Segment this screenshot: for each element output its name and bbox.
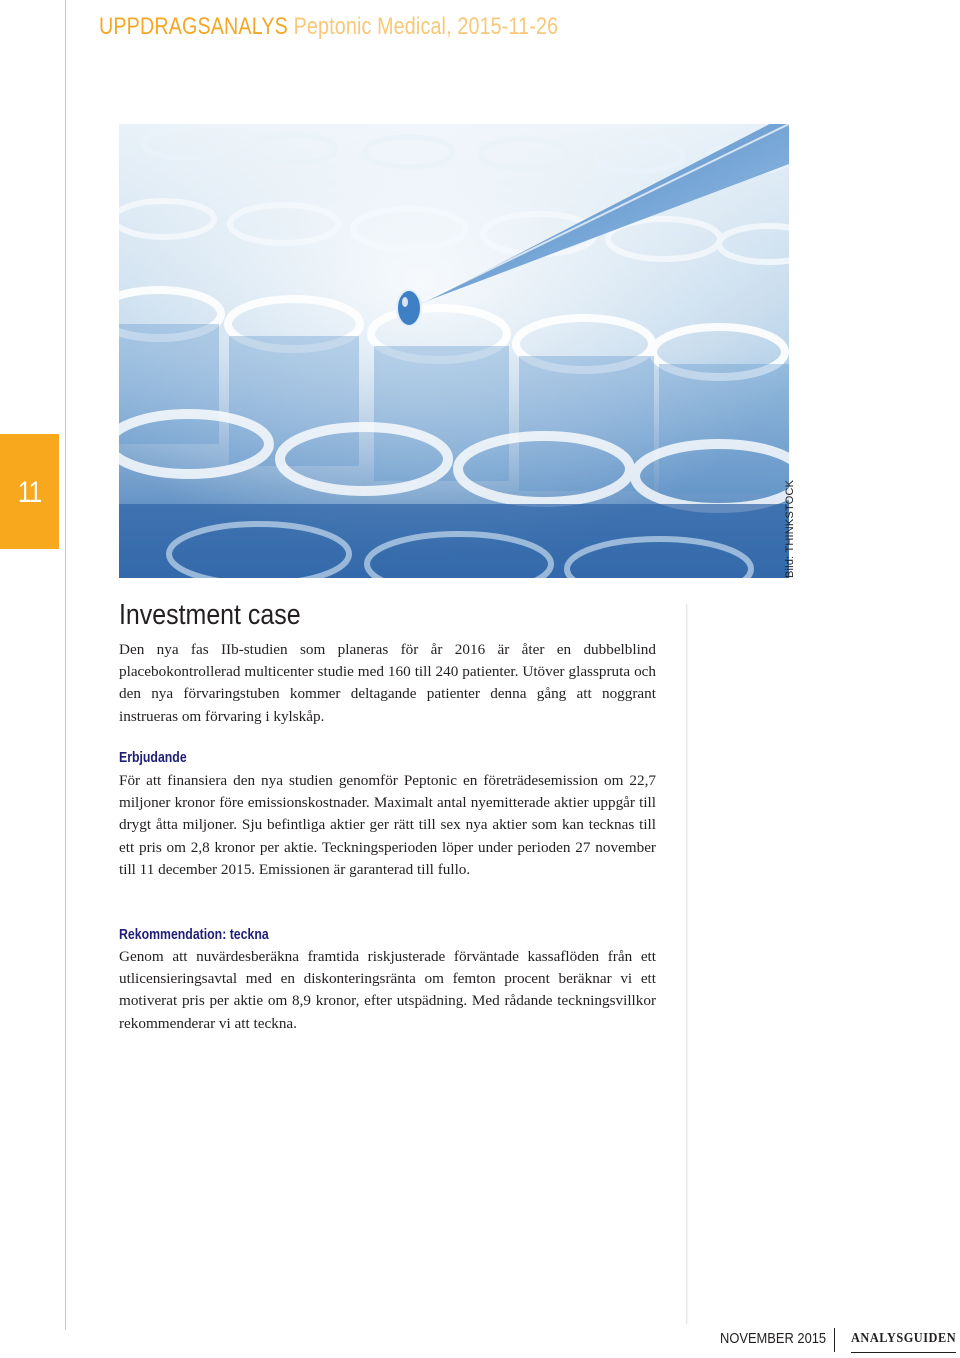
article-title: Investment case <box>119 599 301 631</box>
publication-logo-underline <box>851 1352 956 1353</box>
section-number: 11 <box>18 476 42 509</box>
left-margin-rule <box>65 0 66 1330</box>
recommendation-heading: Rekommendation: teckna <box>119 926 269 943</box>
page-header <box>99 13 558 41</box>
photo-illustration <box>119 124 789 578</box>
offer-heading: Erbjudande <box>119 749 187 766</box>
photo-credit: Bild: THINKSTOCK <box>784 479 796 578</box>
lab-pipette-photo <box>119 124 789 578</box>
publication-logo: ANALYSGUIDEN <box>851 1331 957 1346</box>
recommendation-paragraph: Genom att nuvärdesberäkna framtida riskjusterade förväntade kassaflöden från ett utlicensieringsavtal med en diskonteringsränta om femton procent beräknar vi ett motiverat pris per aktie om 8,9 kronor, efter utspädning. Med rådande teckningsvillkor rekommenderar vi att teckna. <box>119 948 656 1032</box>
footer-separator <box>834 1328 835 1352</box>
section-number-tab <box>0 434 59 549</box>
header-kicker: UPPDRAGSANALYS <box>99 13 288 40</box>
offer-paragraph: För att finansiera den nya studien genomför Peptonic en företrädesemission om 22,7 miljoner kronor före emissionskostnader. Maximalt antal nyemitterade aktier uppgår till drygt åtta miljoner. Sju befintliga aktier ger rätt till sex nya aktier som kan tecknas till ett pris om 2,8 kronor per aktie. Teckningsperioden löper under perioden 27 november till 11 december 2015. Emissionen är garanterad till fullo. <box>119 772 656 878</box>
header-subtitle: Peptonic Medical, 2015-11-26 <box>293 13 559 40</box>
column-divider <box>686 604 689 1324</box>
intro-paragraph: Den nya fas IIb-studien som planeras för år 2016 är åter en dubbelblind placebokontrollerad multicenter studie med 160 till 240 patienter. Utöver glasspruta och den nya förvaringstuben kommer deltagande patienter denna gång att noggrant instrueras om förvaring i kylskåp. <box>119 641 656 725</box>
footer-issue-date: NOVEMBER 2015 <box>720 1330 827 1347</box>
